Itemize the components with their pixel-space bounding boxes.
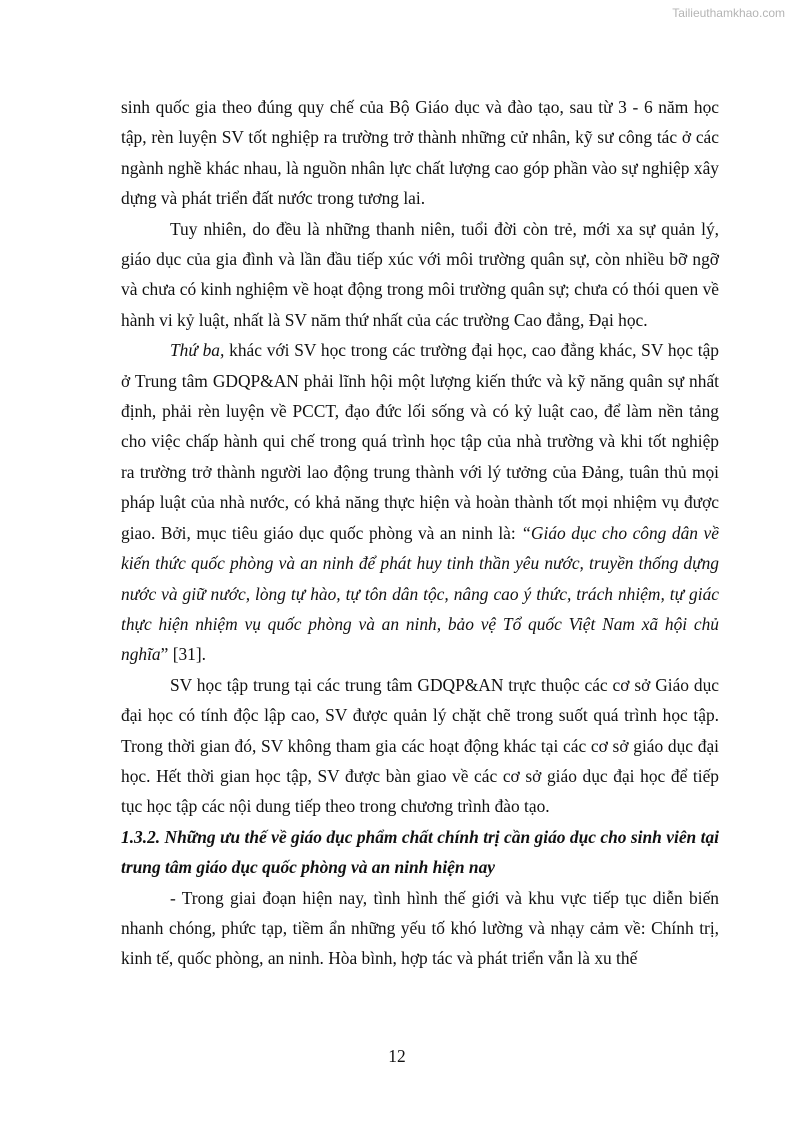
paragraph-1: sinh quốc gia theo đúng quy chế của Bộ Giáo dục và đào tạo, sau từ 3 - 6 năm học tập, rèn luyện SV tốt nghiệp ra trường trở thành những cử nhân, kỹ sư công tác ở các ngành nghề khác nhau, là nguồn nhân lực chất lượng cao góp phần vào sự nghiệp xây dựng và phát triển đất nước trong tương lai.	[121, 97, 719, 209]
paragraph-3-citation: ” [31].	[160, 644, 207, 665]
page-body	[121, 92, 719, 974]
paragraph-2: Tuy nhiên, do đều là những thanh niên, tuổi đời còn trẻ, mới xa sự quản lý, giáo dục của gia đình và lần đầu tiếp xúc với môi trường quân sự, còn nhiều bỡ ngỡ và chưa có kinh nghiệm về hoạt động trong môi trường quân sự; chưa có thói quen về hành vi kỷ luật, nhất là SV năm thứ nhất của các trường Cao đẳng, Đại học.	[121, 218, 719, 330]
paragraph-3-quote: “Giáo dục cho công dân về kiến thức quốc phòng và an ninh để phát huy tinh thần yêu nước, truyền thống dựng nước và giữ nước, lòng tự hào, tự tôn dân tộc, nâng cao ý thức, trách nhiệm, tự giác thực hiện nhiệm vụ quốc phòng và an ninh, bảo vệ Tổ quốc Việt Nam xã hội chủ nghĩa	[121, 522, 719, 665]
paragraph-3-lead: Thứ ba,	[170, 340, 225, 361]
page-number: 12	[388, 1046, 406, 1066]
paragraph-3-text: khác với SV học trong các trường đại học, cao đẳng khác, SV học tập ở Trung tâm GDQP&AN phải lĩnh hội một lượng kiến thức và kỹ năng quân sự nhất định, phải rèn luyện về PCCT, đạo đức lối sống và có kỷ luật cao, để làm nền tảng cho việc chấp hành qui chế trong quá trình học tập của nhà trường và khi tốt nghiệp ra trường trở thành người lao động trung thành với lý tưởng của Đảng, tuân thủ mọi pháp luật của nhà nước, có khả năng thực hiện và hoàn thành tốt mọi nhiệm vụ được giao. Bởi, mục tiêu giáo dục quốc phòng và an ninh là:	[121, 340, 719, 543]
paragraph-5: - Trong giai đoạn hiện nay, tình hình thế giới và khu vực tiếp tục diễn biến nhanh chóng, phức tạp, tiềm ẩn những yếu tố khó lường và nhạy cảm về: Chính trị, kinh tế, quốc phòng, an ninh. Hòa bình, hợp tác và phát triển vẫn là xu thế	[121, 887, 719, 969]
paragraph-4: SV học tập trung tại các trung tâm GDQP&AN trực thuộc các cơ sở Giáo dục đại học có tính độc lập cao, SV được quản lý chặt chẽ trong suốt quá trình học tập. Trong thời gian đó, SV không tham gia các hoạt động khác tại các cơ sở giáo dục đại học. Hết thời gian học tập, SV được bàn giao về các cơ sở giáo dục đại học để tiếp tục học tập các nội dung tiếp theo trong chương trình đào tạo.	[121, 674, 719, 817]
watermark: Tailieuthamkhao.com	[672, 6, 785, 20]
paragraph-3	[121, 335, 719, 669]
section-heading: 1.3.2. Những ưu thế về giáo dục phẩm chất chính trị cần giáo dục cho sinh viên tại trung tâm giáo dục quốc phòng và an ninh hiện nay	[121, 826, 719, 878]
